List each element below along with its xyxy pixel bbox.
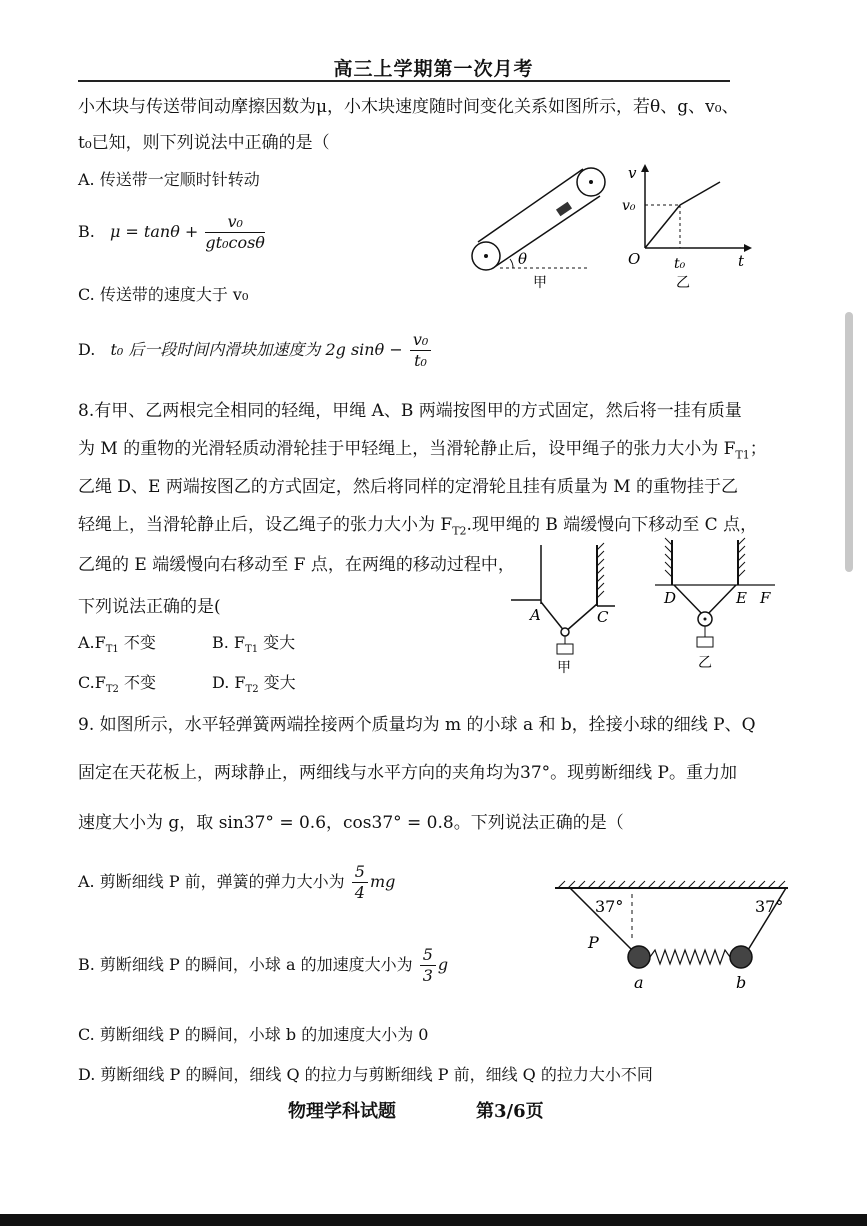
q7-conveyor-figure (465, 160, 625, 291)
spring (650, 950, 730, 964)
q8-fig-jia-caption: 甲 (557, 660, 571, 676)
q8-line4-text-end: .现甲绳的 B 端缓慢向下移动至 C 点， (466, 515, 758, 535)
q8-option-c (78, 670, 156, 695)
header-rule (78, 80, 730, 82)
q8-line2-end: ； (749, 439, 767, 459)
q8-line2-text: 为 M 的重物的光滑轻质动滑轮挂于甲轻绳上，当滑轮静止后，设甲绳子的张力大小为 F (78, 439, 736, 459)
q7-option-d-numerator: v₀ (410, 330, 431, 351)
q9-option-b-fraction (420, 945, 436, 986)
q9-line1: 9. 如图所示，水平轻弹簧两端拴接两个质量均为 m 的小球 a 和 b，拴接小球的细线 P、Q (78, 715, 756, 735)
q7-option-b-denominator: gt₀cosθ (205, 233, 265, 252)
q7-option-d-fraction (410, 330, 431, 371)
q9-option-a-numerator: 5 (352, 862, 368, 883)
q8-label-c: C (597, 608, 609, 626)
ball-b (730, 946, 752, 968)
footer-subject: 物理学科试题 (288, 1101, 396, 1122)
q7-option-d-text: t₀ 后一段时间内滑块加速度为 2g sinθ − (110, 340, 403, 359)
q8-fig-yi (650, 535, 785, 680)
q8-fig-jia (505, 540, 625, 680)
q9-option-a-denominator: 4 (354, 883, 365, 902)
q9-option-a-tail: mg (369, 872, 396, 891)
q8-label-e: E (736, 589, 747, 607)
q7-theta-label: θ (518, 250, 528, 268)
q8-option-d-sub: T2 (245, 684, 259, 696)
q9-option-b-numerator: 5 (420, 945, 436, 966)
q9-option-b-text: B. 剪断细线 P 的瞬间，小球 a 的加速度大小为 (78, 955, 413, 974)
q8-option-d (212, 670, 296, 695)
q8-line3: 乙绳 D、E 两端按图乙的方式固定，然后将同样的定滑轮且挂有质量为 M 的重物挂于乙 (78, 477, 739, 497)
q8-option-a (78, 630, 156, 655)
q9-option-a (78, 862, 395, 903)
q9-label-p: P (588, 933, 599, 952)
q9-option-b (78, 945, 448, 986)
q9-option-b-tail: g (437, 955, 449, 974)
q7-option-c: C. 传送带的速度大于 v₀ (78, 285, 249, 304)
q8-line2-sub: T1 (735, 448, 750, 462)
q7-option-b (78, 212, 267, 253)
wood-block (556, 202, 572, 216)
q7-option-a: A. 传送带一定顺时针转动 (78, 170, 260, 189)
q8-option-c-text: C.F (78, 673, 106, 692)
q8-line1: 8.有甲、乙两根完全相同的轻绳，甲绳 A、B 两端按图甲的方式固定，然后将一挂有质量 (78, 401, 742, 421)
q7-option-b-math: μ = tanθ + (109, 222, 199, 241)
footer-page-number: 第3/6页 (476, 1101, 544, 1122)
q8-option-a-sub: T1 (105, 644, 119, 656)
q9-angle-left: 37° (595, 897, 624, 916)
q7-option-b-prefix: B. (78, 222, 95, 241)
q8-yi-weight (697, 637, 713, 647)
q8-option-c-sub: T2 (105, 684, 119, 696)
q9-option-c: C. 剪断细线 P 的瞬间，小球 b 的加速度大小为 0 (78, 1025, 429, 1044)
q8-line2 (78, 434, 767, 461)
q7-vt-graph (620, 160, 760, 290)
q9-label-a: a (634, 973, 644, 992)
vertical-scrollbar-thumb[interactable] (845, 312, 853, 572)
q8-fig-yi-caption: 乙 (698, 655, 712, 671)
q7-fig-jia-caption: 甲 (533, 275, 547, 291)
q7-option-d-denominator: t₀ (414, 351, 427, 370)
page-header-title: 高三上学期第一次月考 (333, 58, 534, 80)
q8-line6: 下列说法正确的是( (78, 597, 221, 617)
q7-fig-yi-caption: 乙 (676, 275, 690, 291)
q7-v0-label: v₀ (622, 198, 636, 214)
q9-option-d: D. 剪断细线 P 的瞬间，细线 Q 的拉力与剪断细线 P 前，细线 Q 的拉力大小不同 (78, 1065, 653, 1084)
q8-line4-text: 轻绳上，当滑轮静止后，设乙绳子的张力大小为 F (78, 515, 453, 535)
q7-option-d (78, 330, 433, 371)
q8-label-a: A (530, 606, 541, 624)
q8-option-b-end: 变大 (258, 633, 296, 652)
q7-t0-label: t₀ (674, 256, 686, 272)
q8-label-f: F (760, 589, 771, 607)
q8-option-b (212, 630, 295, 655)
q7-stem-line1: 小木块与传送带间动摩擦因数为μ，小木块速度随时间变化关系如图所示，若θ、g、v₀、 (78, 97, 739, 117)
q8-line4-sub: T2 (452, 524, 467, 538)
q8-option-d-text: D. F (212, 673, 246, 692)
q7-stem-line2: t₀已知，则下列说法中正确的是（ (78, 133, 330, 153)
q9-line3: 速度大小为 g，取 sin37° = 0.6，cos37° = 0.8。下列说法正确的是（ (78, 813, 624, 833)
q8-jia-weight (557, 644, 573, 654)
q9-option-a-text: A. 剪断细线 P 前，弹簧的弹力大小为 (78, 872, 345, 891)
q8-label-d: D (664, 589, 677, 607)
bottom-edge-bar (0, 1214, 867, 1226)
ball-a (628, 946, 650, 968)
q8-option-c-end: 不变 (118, 673, 156, 692)
q7-t-label: t (738, 252, 745, 270)
q8-option-a-end: 不变 (118, 633, 156, 652)
q9-option-a-fraction (352, 862, 368, 903)
q8-option-d-end: 变大 (258, 673, 296, 692)
q8-line4 (78, 510, 757, 537)
q7-option-d-prefix: D. (78, 340, 96, 359)
q9-spring-figure (550, 880, 795, 995)
q7-origin-label: O (628, 250, 641, 268)
q7-option-b-numerator: v₀ (205, 212, 265, 233)
q9-line2: 固定在天花板上，两球静止，两细线与水平方向的夹角均为37°。现剪断细线 P。重力加 (78, 763, 737, 783)
q7-option-b-fraction (205, 212, 265, 253)
q8-option-a-text: A.F (78, 633, 106, 652)
q9-option-b-denominator: 3 (422, 966, 433, 985)
q8-line5: 乙绳的 E 端缓慢向右移动至 F 点，在两绳的移动过程中， (78, 555, 515, 575)
q8-option-b-text: B. F (212, 633, 246, 652)
q8-option-b-sub: T1 (245, 644, 259, 656)
q9-angle-right: 37° (755, 897, 784, 916)
q7-v-label: v (628, 164, 637, 182)
q9-label-b: b (736, 973, 747, 992)
